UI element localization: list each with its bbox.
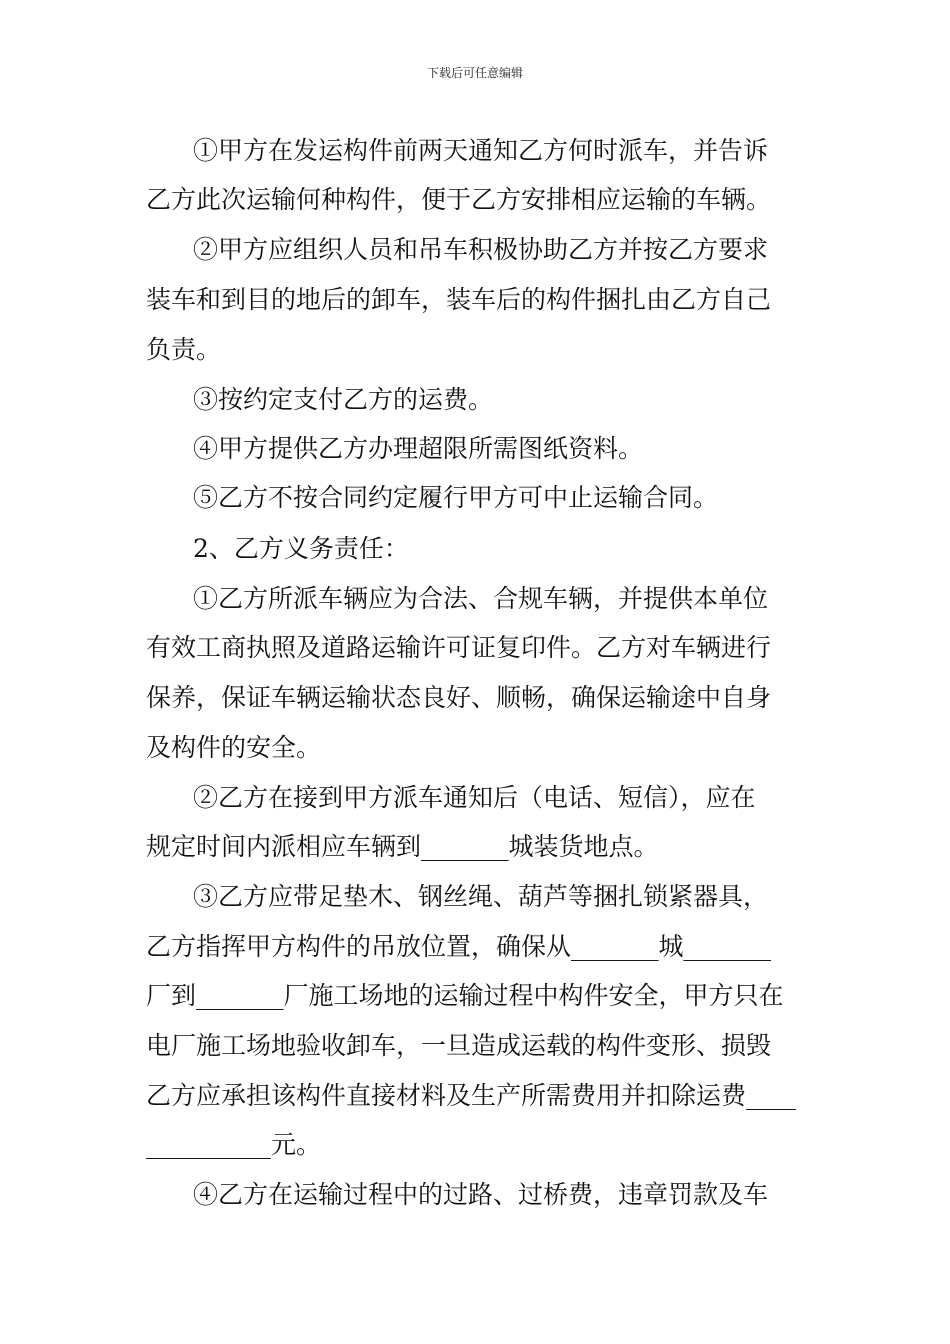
line-text: 装车和到目的地后的卸车，装车后的构件捆扎由乙方自己 (146, 285, 772, 314)
line-text: 规定时间内派相应车辆到_______城装货地点。 (146, 832, 659, 861)
line-text: ②甲方应组织人员和吊车积极协助乙方并按乙方要求 (193, 235, 769, 264)
line-text: 电厂施工场地验收卸车，一旦造成运载的构件变形、损毁 (146, 1031, 772, 1060)
line-text: 乙方应承担该构件直接材料及生产所需费用并扣除运费____ (146, 1081, 797, 1110)
line-text: 厂到_______厂施工场地的运输过程中构件安全，甲方只在 (146, 981, 784, 1010)
line-text: 及构件的安全。 (146, 733, 322, 762)
line-text: 负责。 (146, 335, 222, 364)
line-text: ⑤乙方不按合同约定履行甲方可中止运输合同。 (193, 483, 719, 512)
line-text: 2、乙方义务责任： (193, 534, 409, 563)
line-text: ③乙方应带足垫木、钢丝绳、葫芦等捆扎锁紧器具， (193, 882, 769, 911)
line-text: 乙方指挥甲方构件的吊放位置，确保从_______城_______ (146, 932, 772, 961)
line-text: ④甲方提供乙方办理超限所需图纸资料。 (193, 434, 644, 463)
line-text: ①甲方在发运构件前两天通知乙方何时派车，并告诉 (193, 136, 769, 165)
page-header: 下载后可任意编辑 (426, 66, 523, 80)
line-text: 乙方此次运输何种构件，便于乙方安排相应运输的车辆。 (146, 185, 772, 214)
line-text: ④乙方在运输过程中的过路、过桥费，违章罚款及车 (193, 1180, 769, 1209)
line-text: ①乙方所派车辆应为合法、合规车辆，并提供本单位 (193, 584, 769, 613)
line-text: ③按约定支付乙方的运费。 (193, 385, 494, 414)
line-text: 有效工商执照及道路运输许可证复印件。乙方对车辆进行 (146, 633, 772, 662)
line-text: 保养，保证车辆运输状态良好、顺畅，确保运输途中自身 (146, 683, 772, 712)
line-text: __________元。 (146, 1130, 322, 1159)
line-text: ②乙方在接到甲方派车通知后（电话、短信），应在 (193, 783, 756, 812)
